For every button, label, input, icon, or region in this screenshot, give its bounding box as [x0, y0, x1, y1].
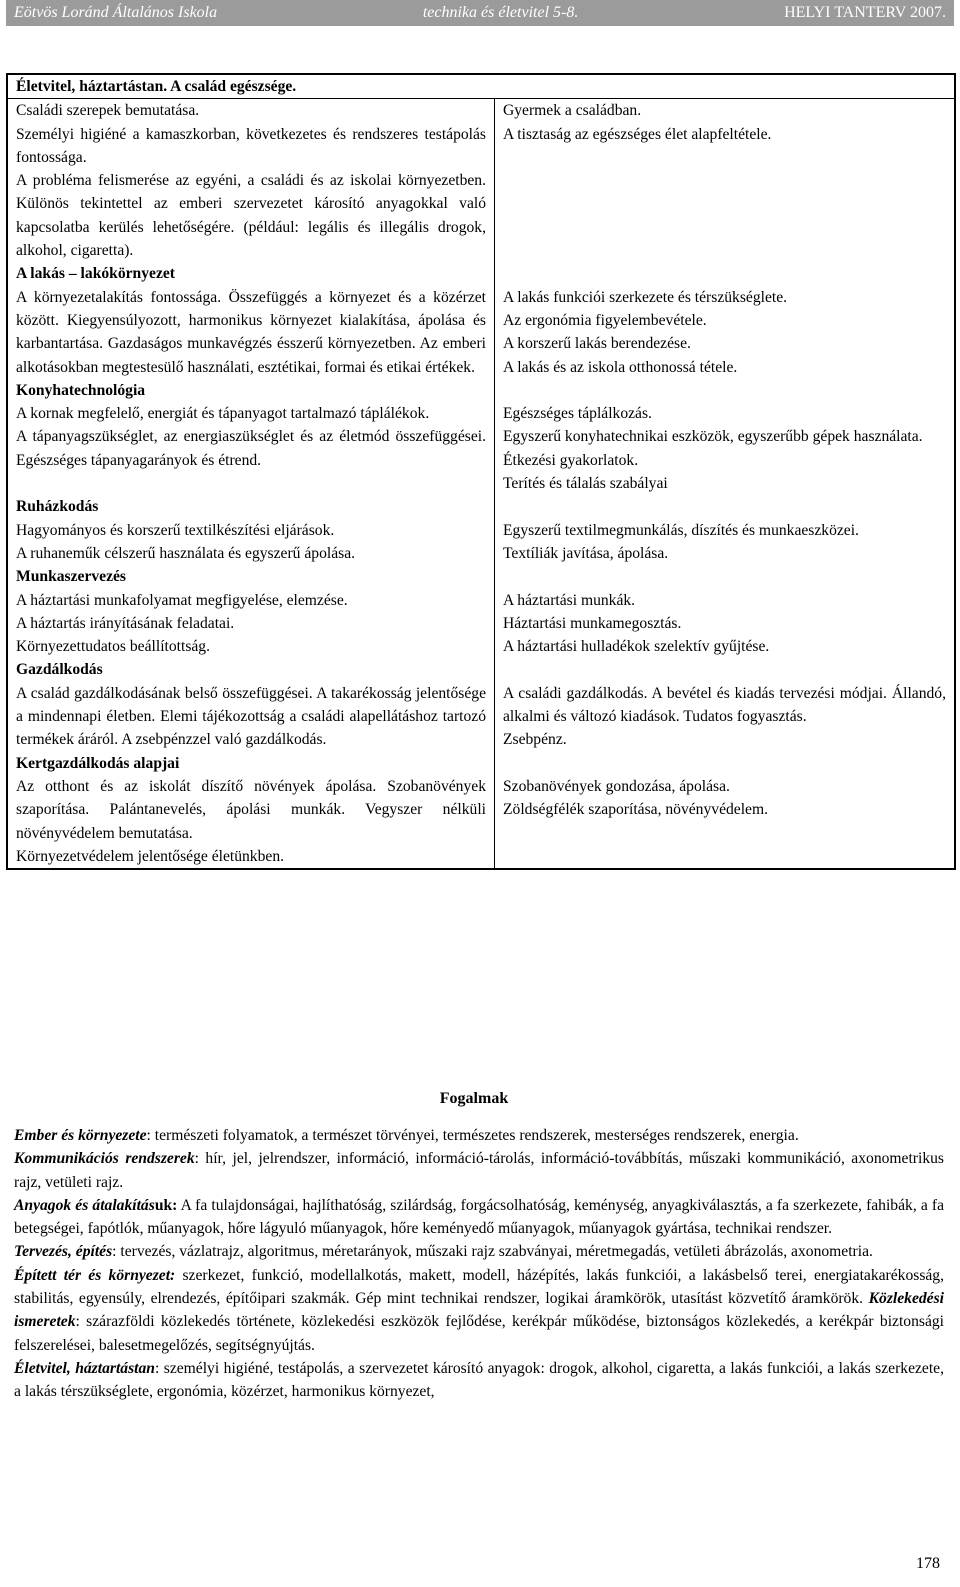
right-text: Terítés és tálalás szabályai: [503, 475, 668, 493]
right-text: A háztartási munkák.: [503, 591, 636, 609]
table-row: [7, 495, 955, 542]
subject-name: technika és életvitel 5-8.: [422, 4, 579, 21]
left-cell: [7, 658, 495, 751]
right-cell: [495, 379, 956, 495]
left-cell: [7, 99, 495, 263]
concept-item: [14, 1194, 944, 1241]
right-text: A lakás és az iskola otthonossá tétele.: [503, 358, 738, 376]
curriculum-table: [6, 73, 956, 870]
section-heading: Konyhatechnológia: [16, 381, 146, 399]
right-text: A lakás funkciói szerkezete és térszükséglete.: [503, 288, 788, 306]
left-text: Az otthont és az iskolát díszítő növények ápolása. Szobanövények szaporítása. Palántanevelés, ápolási munkák. Vegyszer nélküli növényvédelem bemutatása.: [16, 777, 486, 842]
table-row: [7, 99, 955, 263]
left-text: A ruhaneműk célszerű használata és egyszerű ápolása.: [16, 544, 356, 562]
concept-item: [14, 1357, 944, 1404]
concept-term: Épített tér és környezet:: [14, 1266, 176, 1284]
left-text: A kornak megfelelő, energiát és tápanyagot tartalmazó táplálékok.: [16, 405, 430, 423]
right-cell: [495, 262, 956, 378]
left-text: Környezettudatos beállítottság.: [16, 638, 211, 656]
curriculum-title: HELYI TANTERV 2007.: [784, 4, 946, 21]
right-cell: [495, 99, 956, 263]
concept-item: [14, 1124, 944, 1147]
right-text: A családi gazdálkodás. A bevétel és kiadás tervezési módjai. Állandó, alkalmi és változó kiadások. Tudatos fogyasztás.: [503, 684, 946, 726]
table-row: [7, 379, 955, 495]
school-name: Eötvös Loránd Általános Iskola: [14, 4, 218, 21]
concept-term: Tervezés, építés: [14, 1243, 113, 1261]
left-cell: [7, 262, 495, 378]
left-cell: [7, 752, 495, 869]
page-number: 178: [916, 1555, 940, 1572]
section-heading: Kertgazdálkodás alapjai: [16, 754, 180, 772]
concept-term: Kommunikációs rendszerek: [14, 1150, 195, 1168]
right-cell: [495, 565, 956, 658]
concept-term: Életvitel, háztartástan: [14, 1359, 155, 1377]
right-cell: [495, 542, 956, 565]
right-text: Egyszerű konyhatechnikai eszközök, egyszerűbb gépek használata.: [503, 428, 923, 446]
table-row: [7, 565, 955, 658]
table-row: [7, 752, 955, 869]
concept-text: : személyi higiéné, testápolás, a szervezetet károsító anyagok: drogok, alkohol, cigaretta, a lakás funkciói, a lakás szerkezete, a lakás térszükséglete, ergonómia, közérzet, harmonikus környezet,: [14, 1359, 944, 1401]
left-text: Környezetvédelem jelentősége életünkben.: [16, 847, 285, 865]
right-text: Étkezési gyakorlatok.: [503, 451, 639, 469]
right-text: A korszerű lakás berendezése.: [503, 335, 691, 353]
right-text: A tisztaság az egészséges élet alapfeltétele.: [503, 125, 772, 143]
concept-item: [14, 1264, 944, 1357]
section-heading: A lakás – lakókörnyezet: [16, 265, 175, 283]
concept-term: Közlekedési ismeretek: [14, 1290, 944, 1331]
table-row: [7, 658, 955, 751]
left-text: A környezetalakítás fontossága. Összefüggés a környezet és a közérzet között. Kiegyensúlyozott, harmonikus környezet kialakítása, ápolása és karbantartása. Gazdaságos munkavégzés ésszerű környezetben. Az emberi alkotásokban megtestesülő használati, esztétikai, formai és etikai értékek.: [16, 288, 486, 376]
concept-term: Anyagok és átalakítás: [14, 1196, 155, 1214]
right-text: Szobanövények gondozása, ápolása.: [503, 777, 730, 795]
table-title: Életvitel, háztartástan. A család egészsége.: [7, 74, 955, 99]
left-text: A probléma felismerése az egyéni, a családi és az iskolai környezetben. Különös tekintettel az emberi szervezetet károsító anyagokkal való kapcsolatba kerülés lehetőségére. (például: legális és illegális drogok, alkohol, cigaretta).: [16, 172, 486, 260]
left-cell: [7, 495, 495, 542]
right-text: Textíliák javítása, ápolása.: [503, 544, 669, 562]
left-cell: [7, 379, 495, 495]
right-text: Zsebpénz.: [503, 731, 567, 749]
right-cell: [495, 495, 956, 542]
left-cell: [7, 542, 495, 565]
right-text: Egyszerű textilmegmunkálás, díszítés és munkaeszközei.: [503, 521, 859, 539]
table-row: [7, 262, 955, 378]
right-text: Az ergonómia figyelembevétele.: [503, 311, 707, 329]
left-text: A háztartás irányításának feladatai.: [16, 614, 235, 632]
concept-item: [14, 1147, 944, 1194]
concept-text: : hír, jel, jelrendszer, információ, információ-tárolás, információ-továbbítás, műszaki kommunikáció, axonometrikus rajz, vetületi rajz.: [14, 1150, 944, 1191]
right-text: Egészséges táplálkozás.: [503, 405, 652, 423]
concept-text: : tervezés, vázlatrajz, algoritmus, méretarányok, műszaki rajz szabványai, méretmegadás, vetületi ábrázolás, axonometria.: [112, 1243, 873, 1261]
concepts-title: Fogalmak: [439, 1090, 509, 1107]
right-text: Háztartási munkamegosztás.: [503, 614, 682, 632]
concept-text: : szárazföldi közlekedés története, közlekedési eszközök fejlődése, kerékpár működése, biztonságos közlekedés, a kerékpár biztonsági felszerelései, balesetmegelőzés, segítségnyújtás.: [14, 1313, 944, 1354]
left-text: Családi szerepek bemutatása.: [16, 102, 200, 120]
concept-text: : természeti folyamatok, a természet törvényei, természetes rendszerek, mesterséges rendszerek, energia.: [146, 1127, 799, 1144]
right-cell: [495, 658, 956, 751]
right-text: Zöldségfélék szaporítása, növényvédelem.: [503, 801, 768, 819]
left-text: Hagyományos és korszerű textilkészítési eljárások.: [16, 521, 335, 539]
section-heading: Ruházkodás: [16, 498, 99, 516]
concepts-list: [14, 1124, 944, 1404]
page-header: [6, 0, 954, 26]
right-text: A háztartási hulladékok szelektív gyűjtése.: [503, 638, 770, 656]
section-heading: Gazdálkodás: [16, 661, 103, 679]
section-heading: Munkaszervezés: [16, 568, 126, 586]
left-text: A tápanyagszükséglet, az energiaszükséglet és az életmód összefüggései. Egészséges tápanyagarányok és étrend.: [16, 428, 486, 469]
right-text: Gyermek a családban.: [503, 102, 642, 120]
concept-text: A fa tulajdonságai, hajlíthatóság, szilárdság, forgácsolhatóság, keménység, anyagkiválasztás, a fa szerkezete, fahibák, a fa betegségei, fapótlók, műanyagok, hőre lágyuló műanyagok, hőre keményedő műanyagok, műanyagok gyártása, technikai rendszer.: [14, 1196, 945, 1238]
table-row: [7, 542, 955, 565]
left-text: Személyi higiéné a kamaszkorban, következetes és rendszeres testápolás fontossága.: [16, 125, 486, 166]
concept-term-tail: uk:: [154, 1196, 178, 1214]
concept-term: Ember és környezete: [14, 1127, 147, 1144]
concept-text: szerkezet, funkció, modellalkotás, makett, modell, házépítés, lakás funkciói, a lakásbelső terei, energiatakarékosság, stabilitás, egyensúly, elrendezés, építőipari szakmák. Gép mint technikai rendszer, logikai áramkörök, utasítást közvetítő áramkörök.: [14, 1266, 944, 1308]
concept-item: [14, 1240, 944, 1263]
left-cell: [7, 565, 495, 658]
left-text: A háztartási munkafolyamat megfigyelése, elemzése.: [16, 591, 348, 609]
right-cell: [495, 752, 956, 869]
left-text: A család gazdálkodásának belső összefüggései. A takarékosság jelentősége a mindennapi életben. Elemi tájékozottság a családi alapellátáshoz tartozó termékek áráról. A zsebpénzzel való gazdálkodás.: [16, 684, 486, 749]
